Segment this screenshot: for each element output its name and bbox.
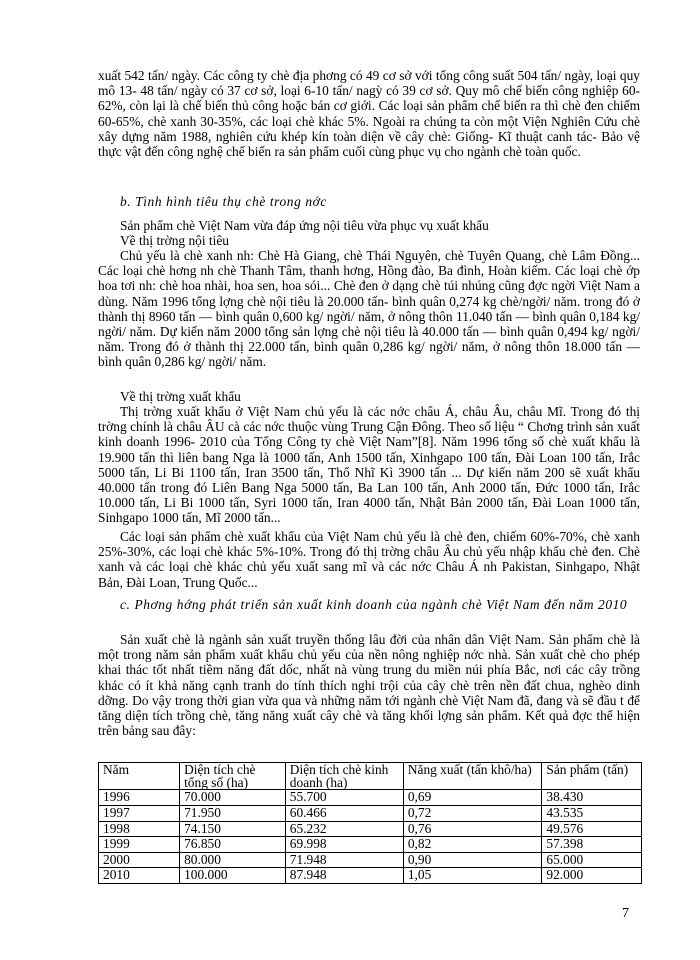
cell-yield: 0,76 [403,821,542,837]
cell-yield: 0,72 [403,806,542,822]
cell-business-area: 65.232 [285,821,403,837]
cell-business-area: 71.948 [285,852,403,868]
cell-total-area: 71.950 [180,806,286,822]
cell-output: 38.430 [542,790,642,806]
header-yield: Năng xuất (tấn khô/ha) [403,763,542,790]
table-header-row [99,763,642,790]
subheading-domestic-market: Về thị trờng nội tiêu [120,233,229,248]
paragraph-export-products: Các loại sản phẩm chè xuất khẩu của Việt Nam chủ yếu là chè đen, chiếm 60%-70%, chè xanh 25%-30%, các loại chè khác 5%-10%. Trong đó thị trờng châu Âu chủ yếu nhập khẩu chè đen. Chè xanh và các loại chè khác chủ yếu xuất sang mĩ và các nớc Châu Á nh Pakistan, Sinhgapo, Nhật Bản, Đài Loan, Trung Quốc... [98,529,640,590]
cell-output: 92.000 [542,868,642,884]
table-row [99,837,642,853]
cell-yield: 0,69 [403,790,542,806]
cell-total-area: 100.000 [180,868,286,884]
subheading-export-market: Về thị trờng xuất khẩu [120,389,241,404]
table-row [99,821,642,837]
intro-line: Sản phẩm chè Việt Nam vừa đáp ứng nội tiêu vừa phục vụ xuất khẩu [120,218,489,233]
cell-year: 1996 [99,790,180,806]
cell-year: 1998 [99,821,180,837]
cell-total-area: 70.000 [180,790,286,806]
heading-domestic-consumption: b. Tình hình tiêu thụ chè trong nớc [120,194,327,209]
cell-yield: 1,05 [403,868,542,884]
cell-business-area: 87.948 [285,868,403,884]
tea-production-table [98,762,642,884]
cell-total-area: 76.850 [180,837,286,853]
cell-year: 2000 [99,852,180,868]
table-row [99,868,642,884]
cell-yield: 0,82 [403,837,542,853]
cell-business-area: 55.700 [285,790,403,806]
paragraph-export-market: Thị trờng xuất khẩu ở Việt Nam chủ yếu là các nớc châu Á, châu Âu, châu Mĩ. Trong đó thị trờng chính là châu ÂU cà các nớc thuộc vùng Trung Cận Đông. Theo số liệu “ Chơng trình sản xuất kinh doanh 1996- 2010 của Tổng Công ty chè Việt Nam”[8]. Năm 1996 tổng số chè xuất khẩu là 19.900 tấn thì liên bang Nga là 1000 tấn, Anh 1500 tấn, Xinhgapo 100 tấn, Đài Loan 100 tấn, Irắc 5000 tấn, Li Bi 1100 tấn, Iran 3500 tấn, Thổ Nhĩ Kì 3900 tấn ... Dự kiến năm 200 sẽ xuất khẩu 40.000 tấn trong đó Liên Bang Nga 5000 tấn, Ba Lan 100 tấn, Anh 2000 tấn, Đức 1000 tấn, Irắc 10.000 tấn, Li Bi 1000 tấn, Syri 1000 tấn, Iran 4000 tấn, Nhật Bản 2000 tấn, Đài Loan 1000 tấn, Sinhgapo 1000 tấn, Mĩ 2000 tấn... [98,404,640,526]
table-row [99,852,642,868]
paragraph-domestic-market: Chủ yếu là chè xanh nh: Chè Hà Giang, chè Thái Nguyên, chè Tuyên Quang, chè Lâm Đồng... Các loại chè hơng nh chè Thanh Tâm, thanh hơng, Hồng đào, Ba đình, Hoàn kiếm. Các loại chè ớp hoa tơi nh: chè hoa nhài, hoa sen, hoa sói... Chè đen ở dạng chè túi nhúng cũng đợc ngời Việt Nam a dùng. Năm 1996 tổng lợng chè nội tiêu là 20.000 tấn- bình quân 0,274 kg chè/ngời/ năm. trong đó ở thành thị 8960 tấn — bình quân 0,600 kg/ ngời/ năm, ở nông thôn 11.040 tấn — bình quân 0,184 kg/ ngời/ năm. Dự kiến năm 2000 tổng sản lợng chè nội tiêu là 40.000 tấn — bình quân 0,494 kg/ ngời/ năm. Trong đó ở thành thị 22.000 tấn, bình quân 0,286 kg/ ngời/ năm, ở nông thôn 18.000 tấn — bình quân 0,286 kg/ ngời/ năm. [98,248,640,370]
table-row [99,806,642,822]
cell-business-area: 69.998 [285,837,403,853]
cell-output: 43.535 [542,806,642,822]
paragraph-development: Sản xuất chè là ngành sản xuất truyền thống lâu đời của nhân dân Việt Nam. Sản phẩm chè là một trong năm sản phẩm xuất khẩu chủ yếu của nền nông nghiệp nớc nhà. Sản xuất chè cho phép khai thác tốt nhất tiềm năng đất dốc, nhất nà vùng trung du miền núi phía Bắc, nơi các cây trồng khác có ít khả năng cạnh tranh do tính thích nghi trội của cây chè trên nền đất chua, nghèo dinh dỡng. Do vậy trong thời gian vừa qua và những năm tới ngành chè Việt Nam đã, đang và sẽ đầu t để tăng diện tích trồng chè, tăng năng xuất cây chè và tăng khối lợng sản phẩm. Kết quả đợc thể hiện trên bảng sau đây: [98,632,640,739]
header-output: Sản phẩm (tấn) [542,763,642,790]
cell-year: 1997 [99,806,180,822]
cell-business-area: 60.466 [285,806,403,822]
heading-development-direction: c. Phơng hớng phát triển sản xuất kinh doanh của ngành chè Việt Nam đến năm 2010 [120,597,628,612]
cell-total-area: 80.000 [180,852,286,868]
page-number: 7 [622,906,629,921]
cell-yield: 0,90 [403,852,542,868]
cell-output: 65.000 [542,852,642,868]
cell-output: 49.576 [542,821,642,837]
cell-total-area: 74.150 [180,821,286,837]
table-row [99,790,642,806]
paragraph-production-capacity: xuất 542 tấn/ ngày. Các công ty chè địa phơng có 49 cơ sở với tổng công suất 504 tấn/ ngày, loại quy mô 13- 48 tấn/ ngày có 37 cơ sở, loại 6-10 tấn/ nagỳ có 39 cơ sở. Quy mô chế biến công nghiệp 60-62%, còn lại là chế biến thủ công hoặc bán cơ giới. Các loại sản phẩm chế biến ra thì chè đen chiếm 60-65%, chè xanh 30-35%, các loại chè khác 5%. Ngoài ra chúng ta còn một Viện Nghiên Cứu chè xây dựng năm 1988, nghiên cứu khép kín toàn diện về cây chè: Giống- Kĩ thuật canh tác- Bảo vệ thực vật đến công nghệ chế biến ra sản phẩm cuối cùng phục vụ cho ngành chè toàn quốc. [98,68,640,160]
cell-year: 2010 [99,868,180,884]
header-year: Năm [99,763,180,790]
cell-output: 57.398 [542,837,642,853]
cell-year: 1999 [99,837,180,853]
header-total-area: Diện tích chè tổng số (ha) [180,763,286,790]
header-business-area: Diện tích chè kinh doanh (ha) [285,763,403,790]
